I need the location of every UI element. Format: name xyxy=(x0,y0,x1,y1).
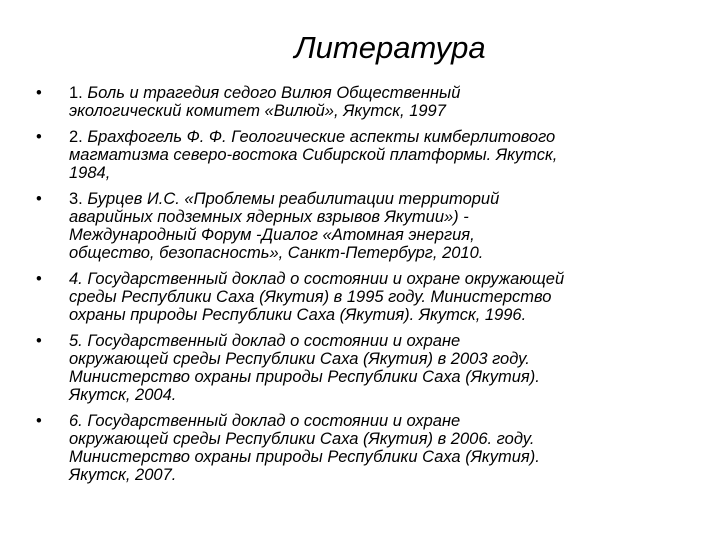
bibliography-entry xyxy=(69,412,686,484)
bullet-icon: • xyxy=(36,332,42,350)
entry-number: 2. xyxy=(69,128,83,146)
bullet-icon: • xyxy=(36,190,42,208)
bullet-icon: • xyxy=(36,128,42,146)
bibliography-list xyxy=(36,84,686,492)
bibliography-entry xyxy=(69,84,686,120)
entry-number: 6. xyxy=(69,412,83,430)
entry-text: Государственный доклад о состоянии и охране окружающей среды Республики Саха (Якутия) в 2006. году. Министерство охраны природы Республики Саха (Якутия). Якутск, 2007. xyxy=(69,412,540,484)
list-item xyxy=(36,84,686,120)
bullet-icon: • xyxy=(36,84,42,102)
entry-text: Брахфогель Ф. Ф. Геологические аспекты кимберлитового магматизма северо-востока Сибирской платформы. Якутск, 1984, xyxy=(69,128,558,182)
bibliography-entry xyxy=(69,190,686,262)
list-item xyxy=(36,332,686,404)
entry-number: 4. xyxy=(69,270,83,288)
bibliography-entry xyxy=(69,332,686,404)
bullet-icon: • xyxy=(36,412,42,430)
bibliography-entry xyxy=(69,270,686,324)
page-title: Литература xyxy=(294,30,486,65)
bibliography-entry xyxy=(69,128,686,182)
list-item xyxy=(36,412,686,484)
entry-text: Государственный доклад о состоянии и охране окружающей среды Республики Саха (Якутия) в 2003 году. Министерство охраны природы Республики Саха (Якутия). Якутск, 2004. xyxy=(69,332,540,404)
list-item xyxy=(36,270,686,324)
list-item xyxy=(36,190,686,262)
entry-text: Бурцев И.С. «Проблемы реабилитации территорий аварийных подземных ядерных взрывов Якутии») - Международный Форум -Диалог «Атомная энергия, общество, безопасность», Санкт-Петербург, 2010. xyxy=(69,190,500,262)
list-item xyxy=(36,128,686,182)
entry-number: 5. xyxy=(69,332,83,350)
entry-number: 1. xyxy=(69,84,83,102)
entry-number: 3. xyxy=(69,190,83,208)
bullet-icon: • xyxy=(36,270,42,288)
entry-text: Боль и трагедия седого Вилюя Общественный экологический комитет «Вилюй», Якутск, 1997 xyxy=(69,84,461,120)
entry-text: Государственный доклад о состоянии и охране окружающей среды Республики Саха (Якутия) в 1995 году. Министерство охраны природы Республики Саха (Якутия). Якутск, 1996. xyxy=(69,270,565,324)
